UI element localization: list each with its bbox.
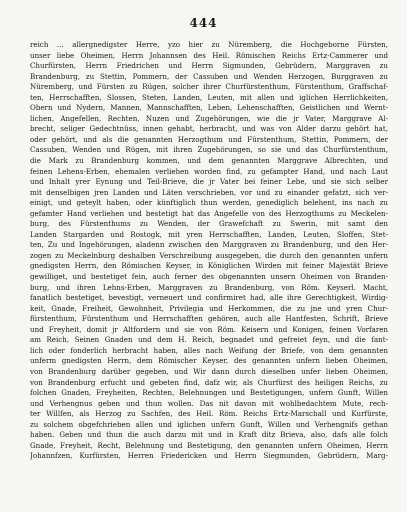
text-line: gnedigsten Herrn, den Römischen Keyser, in Königlichen Wirden mit feiner Majestät Brieve: [30, 261, 388, 271]
text-line: zogen zu Meckelnburg deshalben Verschreibung ausgegeben, die durch den genannten unfern: [30, 250, 388, 260]
text-line: ten, Herrschafften, Slossen, Steten, Landen, Leuten, mit allen und iglichen Herrlichkeiten,: [30, 92, 388, 102]
text-line: unser liebe Oheimen, Herrn Johannsen des Heil. Römischen Reichs Ertz-Cammerer und: [30, 50, 388, 60]
text-line: Nüremberg, und Fürsten zu Rügen, solcher ihrer Churfürstenthum, Fürstenthum, Graffschaf-: [30, 82, 388, 92]
text-line: fanatlich bestetiget, bevestigt, verneuert und confirmiret had, alle ihre Gerechtigkeit, Wirdig-: [30, 293, 388, 303]
page-number: 444: [189, 16, 218, 30]
text-line: ten, Zu und Ingehörungen, aladenn zwischen den Marggraven zu Brandenburg, und den Her-: [30, 240, 388, 250]
text-line: am Reich, Seinen Gnaden und dem H. Reich, begnadet und gefreiet feyn, und die fant-: [30, 335, 388, 345]
body-text: [30, 40, 388, 462]
text-line: von Brandenburg erfucht und gebeten find, dafz wir, als Churfürst des heiligen Reichs, zu: [30, 377, 388, 387]
text-line: Johannfzen, Kurfürsten, Herren Friedericken und Herrn Siegmunden, Gebrüdern, Marg-: [30, 451, 388, 461]
text-line: Churfürsten, Herrn Friedrichen und Herrn Sigmunden, Gebrüdern, Marggraven zu: [30, 61, 388, 71]
text-line: ter Willfen, als Herzog zu Sachfen, des Heil. Röm. Reichs Ertz-Marschall und Kurfürste,: [30, 409, 388, 419]
text-line: burg, des Fürstenthums zu Wenden, der Grawefchaft zu Swerin, mit samt den: [30, 219, 388, 229]
text-line: und Inhalt yrer Eynung und Teil-Brieve, die jr Vater bei feiner Lebe, und sie sich selber: [30, 177, 388, 187]
text-line: lich oder fonderlich herbracht haben, alles nach Weifung der Briefe, von dem genannten: [30, 345, 388, 355]
text-line: und Verhengnus geben und thun wollen. Das nit davon mit wohlbedachtem Mute, rech-: [30, 398, 388, 408]
text-line: burg, und ihren Lehns-Erben, Marggraven zu Brandenburg, von Röm. Keyserl. Macht,: [30, 282, 388, 292]
text-line: und Freyheit, domit jr Altfordern und sie von Röm. Keisern und Konigen, feinen Vorfaren: [30, 324, 388, 334]
text-line: mit denselbigen jren Landen und Läten verschrieben, vor und zu einander gefatzt, sich ver-: [30, 187, 388, 197]
text-line: zu solchem obgefchrieben allen und iglichen unfern Gunft, Willen und Verhengnifs gethan: [30, 419, 388, 429]
text-line: brecht, seliger Gedechtnüss, innen gehabt, herbracht, und was von Alder darzu gehört hat,: [30, 124, 388, 134]
text-line: Brandenburg, zu Stettin, Pommern, der Cassuben und Wenden Herzogen, Burggraven zu: [30, 71, 388, 81]
text-line: Cassuben, Wenden und Rügen, mit ihren Zugehörungen, so sie und das Churfürstenthum,: [30, 145, 388, 155]
text-line: Obern und Nydern, Mannen, Mannschafften, Leben, Lehenschafften, Geistlichen und Wernt-: [30, 103, 388, 113]
text-line: fürstenthum, Fürstenthum und Herrschafften gehören, auch alle Hantfesten, Schrift, Brieve: [30, 314, 388, 324]
text-line: einigt, und geteylt haben, oder künftiglich thun werden, genediglich belehent, ins nach zu: [30, 198, 388, 208]
text-line: oder gehört, und als die genannten Herzogthum und Fürstenthum, Stettin, Pommern, der: [30, 134, 388, 144]
text-line: gefamter Hand verliehen und bestetigt hat das Angefelle von des Herzogthums zu Meckelen-: [30, 208, 388, 218]
text-line: die Mark zu Brandenburg kommen, und dem genannten Marggrave Albrechten, und: [30, 156, 388, 166]
text-line: unferm gnedigsten Herrn, dem Römischer Keyser, des genannten unfern lieben Oheimen,: [30, 356, 388, 366]
text-line: reich ... allergnedigster Herre, yzo hier zu Nüremberg, die Hochgeborne Fürsten,: [30, 40, 388, 49]
text-line: Landen Stargarden und Rostogk, mit yren Herrschafften, Landen, Leuten, Sloffen, Stet-: [30, 229, 388, 239]
text-line: lichen, Angefellen, Rechten, Nuzen und Zugehörungen, wie die jr Vater, Marggrave Al-: [30, 113, 388, 123]
text-line: feinen Lehens-Erben, ehemalen verliehen worden find, zu gefampter Hand, und nach Laut: [30, 166, 388, 176]
text-line: gewilliget, und bestetiget fein, auch ferner des obgenannten unsern Oheimen von Branden-: [30, 272, 388, 282]
text-line: keit, Gnade, Freiheit, Gewohnheit, Privilegia und Herkommen, die zu jne und yren Chur-: [30, 303, 388, 313]
text-line: Gnade, Freyheit, Recht, Belehnung und Bestetigung, den genannten unfern Oheimen, Herrn: [30, 440, 388, 450]
text-line: folchen Gnaden, Freyheiten, Rechten, Belehnungen und Bestetigungen, unfern Gunft, Willen: [30, 388, 388, 398]
text-line: von Brandenburg darüber gegeben, und Wir dann durch dieselben unfer lieben Oheimen,: [30, 366, 388, 376]
text-line: haben. Geben und thun die auch darzu mit und in Kraft ditz Brieva, also, dafs alle folch: [30, 430, 388, 440]
